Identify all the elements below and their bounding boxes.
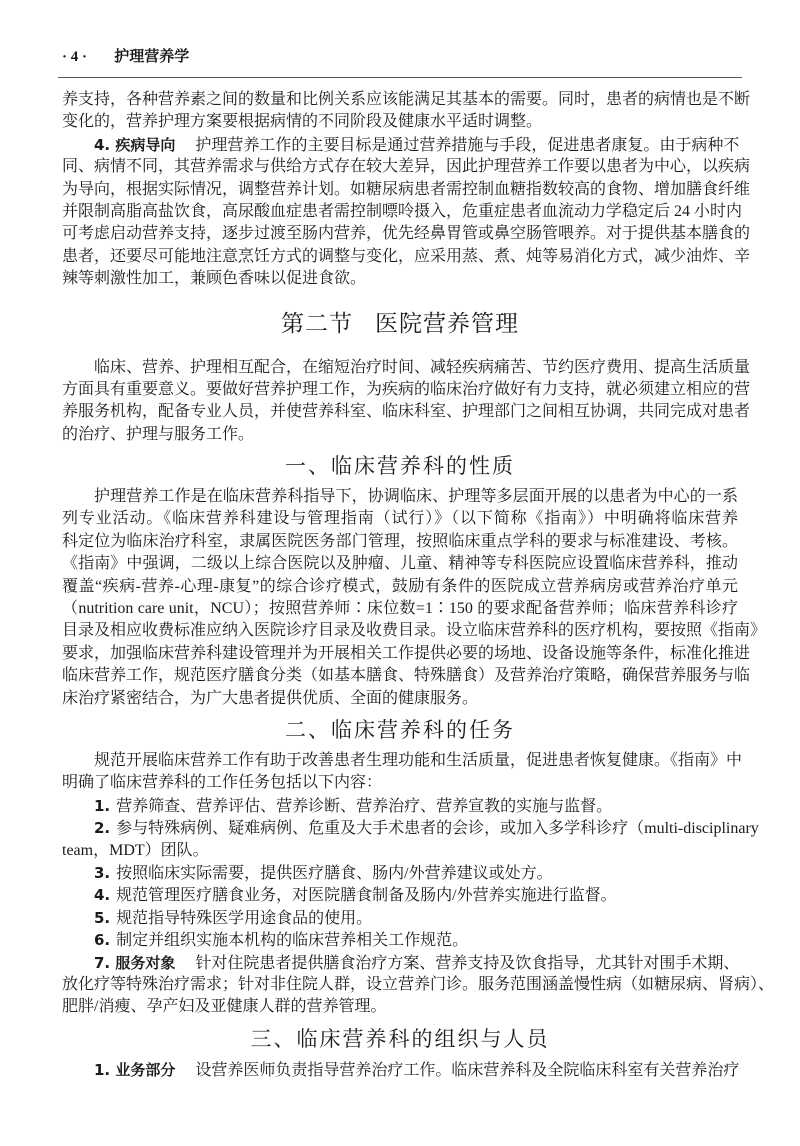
paragraph-lead: 4. 疾病导向 [94, 135, 176, 154]
text-line: 辣等刺激性加工，兼顾色香味以促进食欲。 [62, 270, 367, 288]
text-line: 临床、营养、护理相互配合，在缩短治疗时间、减轻疾病痛苦、节约医疗费用、提高生活质量 [94, 358, 751, 376]
text-line: 放化疗等特殊治疗需求；针对非住院人群，设立营养门诊。服务范围涵盖慢性病（如糖尿病、肾病）、 [62, 975, 775, 993]
line-text: 针对住院患者提供膳食治疗方案、营养支持及饮食指导，尤其针对围手术期、 [195, 954, 740, 972]
text-line [62, 862, 738, 884]
text-line: 科定位为临床治疗科室，隶属医院医务部门管理，按照临床重点学科的要求与标准建设、考核。 [62, 532, 738, 550]
text-line: 明确了临床营养科的工作任务包括以下内容： [62, 774, 383, 792]
text-line: 护理营养工作是在临床营养科指导下，协调临床、护理等多层面开展的以患者为中心的一系 [94, 488, 738, 506]
text-line: 并限制高脂高盐饮食，高尿酸血症患者需控制嘌呤摄入，危重症患者血流动力学稳定后 24 小时内 [62, 202, 743, 220]
text-line: （nutrition care unit，NCU）；按照营养师∶床位数=1∶150 的要求配备营养师；临床营养科诊疗 [62, 600, 738, 618]
paragraph [62, 357, 751, 447]
text-line: 为导向，根据实际情况，调整营养计划。如糖尿病患者需控制血糖指数较高的食物、增加膳食纤维 [62, 180, 751, 198]
text-line: 可考虑启动营养支持，逐步过渡至肠内营养，优先经鼻胃管或鼻空肠管喂养。对于提供基本膳食的 [62, 225, 751, 243]
paragraph [62, 929, 738, 951]
paragraph [62, 884, 738, 906]
text-line [62, 929, 738, 951]
text-line: 要求，加强临床营养科建设管理并为开展相关工作提供必要的场地、设备设施等条件，标准化推进 [62, 644, 751, 662]
section-title [62, 291, 738, 357]
paragraph-lead: 5. [94, 908, 111, 927]
text-line: 目录及相应收费标准应纳入医院诊疗目录及收费目录。设立临床营养科的医疗机构，要按照《指南》 [62, 622, 767, 640]
paragraph-lead: 3. [94, 863, 111, 882]
book-title: 护理营养学 [114, 47, 190, 65]
paragraph [62, 750, 743, 795]
text-line: 患者，还要尽可能地注意烹饪方式的调整与变化，应采用蒸、煮、炖等易消化方式，减少油炸、辛 [62, 247, 751, 265]
text-line: 列专业活动。《临床营养科建设与管理指南（试行）》（以下简称《指南》）中明确将临床营养 [62, 510, 738, 528]
line-text: 营养筛查、营养评估、营养诊断、营养治疗、营养宣教的实施与监督。 [116, 797, 613, 815]
paragraph [62, 486, 767, 710]
line-text: 制定并组织实施本机构的临床营养相关工作规范。 [116, 932, 469, 950]
text-line: 《指南》中强调，二级以上综合医院以及肿瘤、儿童、精神等专科医院应设置临床营养科，推动 [62, 555, 738, 573]
subsection-heading: 二、临床营养科的任务 [285, 717, 515, 742]
line-text: 设营养医师负责指导营养治疗工作。临床营养科及全院临床科室有关营养治疗 [195, 1061, 740, 1079]
section-name: 医院营养管理 [375, 310, 519, 337]
text-line: 方面具有重要意义。要做好营养护理工作，为疾病的临床治疗做好有力支持，就必须建立相应的营 [62, 380, 751, 398]
paragraph [62, 907, 738, 929]
line-text: 参与特殊病例、疑难病例、危重及大手术患者的会诊，或加入多学科诊疗（multi-disciplinary [116, 820, 759, 838]
paragraph-lead: 1. 业务部分 [94, 1060, 176, 1079]
text-line: 肥胖/消瘦、孕产妇及亚健康人群的营养管理。 [62, 998, 387, 1016]
section-number: 第二节 [281, 310, 353, 337]
paragraph [62, 952, 775, 1019]
text-line: team，MDT）团队。 [62, 841, 209, 859]
subsection-heading: 三、临床营养科的组织与人员 [250, 1026, 550, 1051]
header-rule [58, 77, 742, 78]
text-line: 变化的，营养护理方案要根据病情的不同阶段及健康水平适时调整。 [62, 113, 543, 131]
text-line [62, 1059, 738, 1081]
text-line [62, 817, 759, 839]
text-line: 临床营养工作，规范医疗膳食分类（如基本膳食、特殊膳食）及营养治疗策略，确保营养服务与临 [62, 667, 751, 685]
text-line: 的治疗、护理与服务工作。 [62, 425, 255, 443]
text-line: 覆盖“疾病-营养-心理-康复”的综合诊疗模式，鼓励有条件的医院成立营养病房或营养治疗单元 [62, 577, 738, 595]
text-line: 床治疗紧密结合，为广大患者提供优质、全面的健康服务。 [62, 689, 479, 707]
paragraph-lead: 2. [94, 819, 111, 838]
paragraph-lead: 6. [94, 931, 111, 950]
text-line [62, 952, 738, 974]
running-header [62, 45, 189, 66]
line-text: 护理营养工作的主要目标是通过营养措施与手段，促进患者康复。由于病种不 [195, 136, 740, 154]
text-line [62, 884, 738, 906]
page-body [62, 89, 775, 1081]
text-line: 养服务机构，配备专业人员，并使营养科室、临床科室、护理部门之间相互协调，共同完成对患者 [62, 403, 751, 421]
page-number: · 4 · [62, 49, 88, 65]
line-text: 规范管理医疗膳食业务，对医院膳食制备及肠内/外营养实施进行监督。 [116, 887, 617, 905]
paragraph [62, 795, 738, 817]
line-text: 规范指导特殊医学用途食品的使用。 [116, 909, 373, 927]
paragraph-lead: 7. 服务对象 [94, 953, 176, 972]
text-line: 同、病情不同，其营养需求与供给方式存在较大差异，因此护理营养工作要以患者为中心，以疾病 [62, 158, 751, 176]
text-line [62, 795, 738, 817]
paragraph [62, 862, 738, 884]
paragraph-lead: 1. [94, 796, 111, 815]
text-line: 规范开展临床营养工作有助于改善患者生理功能和生活质量，促进患者恢复健康。《指南》中 [94, 751, 743, 769]
paragraph [62, 89, 751, 134]
subsection-heading: 一、临床营养科的性质 [285, 454, 515, 479]
paragraph [62, 1059, 738, 1081]
line-text: 按照临床实际需要，提供医疗膳食、肠内/外营养建议或处方。 [116, 864, 553, 882]
paragraph [62, 817, 759, 862]
paragraph-lead: 4. [94, 886, 111, 905]
text-line [62, 907, 738, 929]
paragraph [62, 134, 751, 291]
text-line [62, 134, 738, 156]
text-line: 养支持，各种营养素之间的数量和比例关系应该能满足其基本的需要。同时，患者的病情也是不断 [62, 91, 751, 108]
